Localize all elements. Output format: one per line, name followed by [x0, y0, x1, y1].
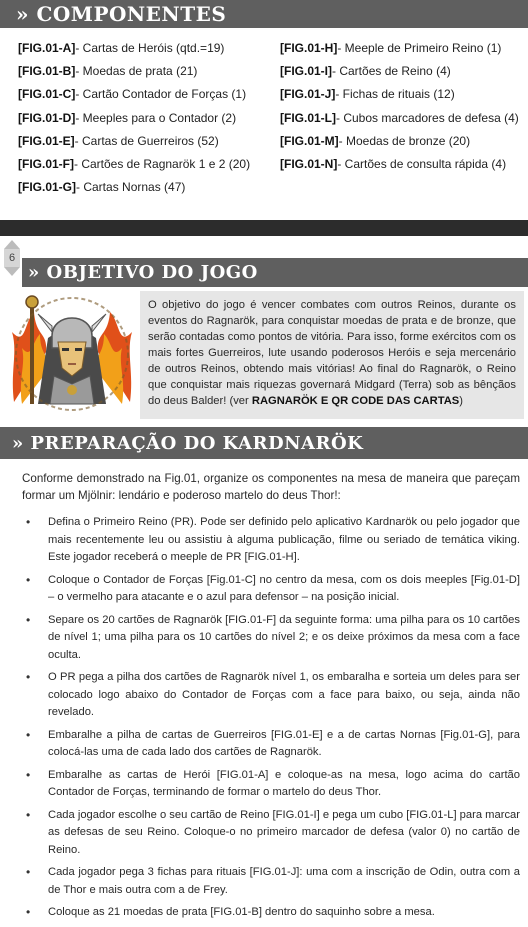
list-item: • Defina o Primeiro Reino (PR). Pode ser definido pelo aplicativo Kardnarök ou pelo jogador que mais recentemente leu ou assistiu à alguma publicação, filme ou seriado de temática viking. Este jogador receberá o meeple de PR [FIG.01-H].	[26, 515, 520, 563]
component-item: [FIG.01-E]- Cartas de Guerreiros (52)	[18, 133, 219, 148]
preparation-steps	[22, 514, 520, 927]
components-right-column	[280, 40, 525, 179]
component-item: [FIG.01-M]- Moedas de bronze (20)	[280, 133, 471, 148]
list-item: • Embaralhe as cartas de Herói [FIG.01-A] e coloque-as na mesa, logo acima do cartão Contador de Forças, terminando de formar o martelo do deus Thor.	[26, 767, 520, 798]
valkyrie-illustration	[8, 292, 136, 410]
bullet-icon: •	[26, 612, 31, 627]
components-left-column	[18, 40, 273, 202]
component-item: [FIG.01-F]- Cartões de Ragnarök 1 e 2 (20)	[18, 156, 251, 171]
preparation-title: » PREPARAÇÃO DO KARDNARÖK	[0, 427, 528, 459]
bullet-icon: •	[26, 670, 31, 684]
list-item: • Separe os 20 cartões de Ragnarök [FIG.01-F] da seguinte forma: uma pilha para os 10 cartões de nível 1; uma pilha para os 10 cartões do nível 2; e os deixe próximos da mesa com a face oculta.	[26, 612, 520, 661]
component-item: [FIG.01-A]- Cartas de Heróis (qtd.=19)	[18, 41, 225, 55]
objective-title: » OBJETIVO DO JOGO	[22, 258, 528, 287]
component-item: [FIG.01-D]- Meeples para o Contador (2)	[18, 110, 237, 125]
bullet-icon: •	[26, 572, 31, 587]
objective-text: O objetivo do jogo é vencer combates com outros Reinos, durante os eventos do Ragnarök, para conquistar moedas de prata e de bronze, que serão contadas como pontos de vitória. Para isso, forme exércitos com os mais fortes Guerreiros, lute usando poderosos Heróis e seja mercenário de outros Reinos, obtendo mais vitórias! Ao final do Ragnarök, o Reino que conquistar mais riquezas governará Midgard (Terra) sob as bênçãos do deus Balder! (ver RAGNARÖK E QR CODE DAS CARTAS)	[140, 291, 524, 419]
list-item: • Cada jogador pega 3 fichas para rituais [FIG.01-J]: uma com a inscrição de Odin, outra com a de Thor e mais outra com a de Frey.	[26, 865, 520, 896]
component-item: [FIG.01-B]- Moedas de prata (21)	[18, 64, 198, 79]
page-number-tab	[3, 240, 21, 290]
bullet-icon: •	[26, 905, 31, 919]
bullet-icon: •	[26, 727, 31, 742]
list-item: • O PR pega a pilha dos cartões de Ragnarök nível 1, os embaralha e sorteia um deles para ser colocado logo abaixo do Contador de Forças com a face para baixo, ou seja, ainda não revelado.	[26, 670, 520, 718]
page-divider	[0, 220, 528, 236]
bullet-icon: •	[26, 807, 31, 822]
component-item: [FIG.01-I]- Cartões de Reino (4)	[280, 64, 451, 79]
bullet-icon: •	[26, 767, 31, 782]
triangle-down-icon	[4, 267, 20, 276]
preparation-intro: Conforme demonstrado na Fig.01, organize os componentes na mesa de maneira que pareçam formar um Mjölnir: lendário e poderoso martelo do deus Thor!:	[22, 472, 520, 502]
bullet-icon: •	[26, 515, 31, 529]
components-title: » COMPONENTES	[0, 0, 528, 28]
component-item: [FIG.01-N]- Cartões de consulta rápida (4)	[280, 156, 507, 171]
triangle-up-icon	[4, 240, 20, 249]
component-item: [FIG.01-L]- Cubos marcadores de defesa (4)	[280, 110, 519, 125]
list-item: • Coloque o Contador de Forças [Fig.01-C] no centro da mesa, com os dois meeples [Fig.01-D] – o vermelho para atacante e o azul para defensor – na posição inicial.	[26, 572, 520, 603]
page-number: 6	[4, 249, 20, 267]
bullet-icon: •	[26, 865, 31, 879]
component-item: [FIG.01-C]- Cartão Contador de Forças (1)	[18, 87, 247, 102]
component-item: [FIG.01-G]- Cartas Nornas (47)	[18, 180, 186, 195]
component-item: [FIG.01-H]- Meeple de Primeiro Reino (1)	[280, 41, 502, 55]
list-item: • Embaralhe a pilha de cartas de Guerreiros [FIG.01-E] e a de cartas Nornas [Fig.01-G], para colocá-las uma de cada lado dos cartões de Ragnarök.	[26, 727, 520, 758]
component-item: [FIG.01-J]- Fichas de rituais (12)	[280, 87, 455, 102]
list-item: • Cada jogador escolhe o seu cartão de Reino [FIG.01-I] e pega um cubo [FIG.01-L] para marcar as defesas de seu Reino. Coloque-o no primeiro marcador de defesa (valor 0) no cartão de Reino.	[26, 807, 520, 856]
list-item: • Coloque as 21 moedas de prata [FIG.01-B] dentro do saquinho sobre a mesa.	[22, 904, 520, 922]
